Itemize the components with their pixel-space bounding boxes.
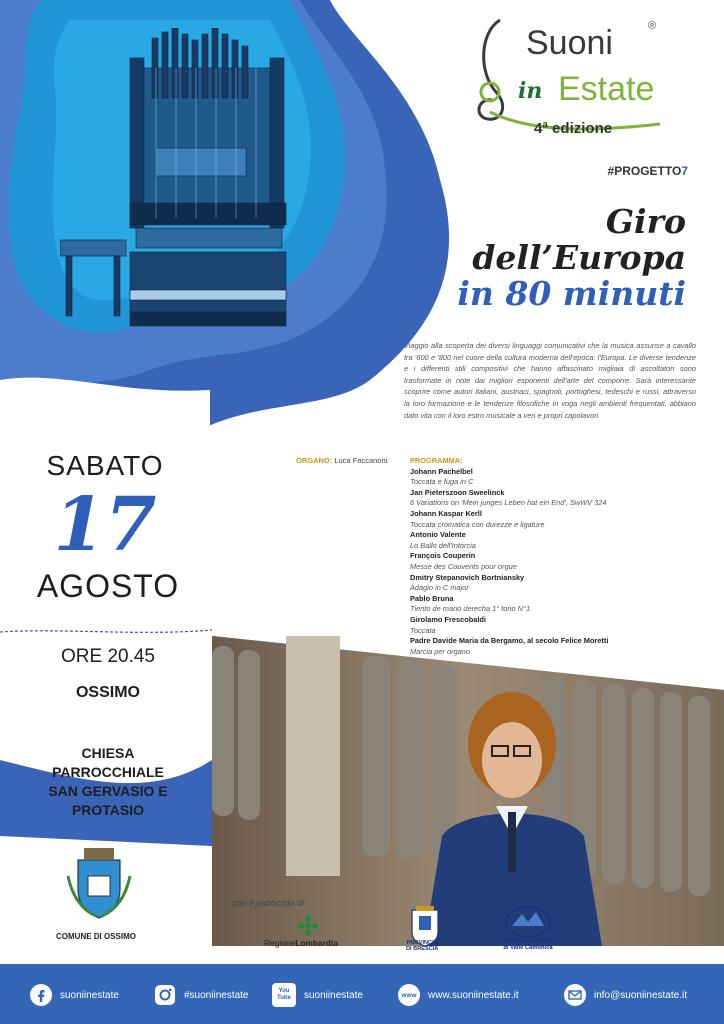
lombardia-word: Lombardia bbox=[295, 938, 339, 948]
footer-youtube[interactable] bbox=[272, 983, 363, 1007]
comunita-montana-label bbox=[494, 938, 562, 952]
intro-paragraph: Viaggio alla scoperta dei diversi linguaggi comunicativi che la musica assunse a cavallo tra '600 e '800 nel cuore della cultura moderna dell'epoca: l'Europa. Le diverse tendenze e i differenti stili compositivi che hanno affascinato migliaia di ascoltatori sono trasformate in note dai migliori esponenti dell'arte del comporre. Sarà interessante scoprire come autori italiani, austriaci, spagnoli, portoghesi, tedeschi e russi, attraverso la loro formazione e le tendenze filosofiche in voga negli ambienti frequentati, abbiano dato vita con il loro estro musicale a veri e propri capolavori bbox=[404, 341, 696, 420]
comune-crest-icon bbox=[64, 846, 134, 920]
program-composer: François Couperin bbox=[410, 551, 476, 561]
globe-icon: www bbox=[398, 984, 420, 1006]
mail-icon bbox=[564, 984, 586, 1006]
comunita-line: Comunità Montana bbox=[501, 938, 555, 944]
venue-line: PROTASIO bbox=[71, 802, 145, 818]
organist-credit bbox=[296, 456, 387, 465]
organ-label: ORGANO: bbox=[296, 456, 333, 465]
registered-mark: ® bbox=[648, 20, 657, 32]
hashtag-suffix: 7 bbox=[681, 164, 688, 178]
footer-instagram[interactable] bbox=[154, 983, 249, 1007]
program-work: 6 Variations on 'Mein junges Leben hat ein End', SwWV 324 bbox=[410, 498, 607, 508]
title-line-3: in 80 minuti bbox=[457, 274, 686, 313]
provincia-label bbox=[406, 940, 438, 953]
instagram-handle: #suoniinestate bbox=[184, 989, 249, 1001]
program-composer: Johann Kaspar Kerll bbox=[410, 508, 482, 518]
hashtag-prefix: #PROGETTO bbox=[607, 164, 682, 178]
footer-bar bbox=[0, 964, 724, 1024]
suoni-in-estate-logo bbox=[470, 12, 670, 142]
regione-lombardia-text bbox=[264, 938, 338, 948]
program-work: Toccata e fuga in C bbox=[410, 477, 474, 487]
event-time: ORE 20.45 bbox=[61, 646, 155, 667]
venue-line: CHIESA bbox=[81, 745, 135, 761]
hashtag bbox=[608, 164, 688, 178]
organist-name: Luca Faccanoni bbox=[334, 456, 388, 465]
program-composer: Johann Pachelbel bbox=[410, 466, 473, 476]
patronage-label: con il patrocinio di bbox=[232, 898, 305, 908]
youtube-icon: You Tube bbox=[272, 983, 296, 1007]
program-composer: Dmitry Stepanovich Bortniansky bbox=[410, 572, 525, 582]
comune-label: COMUNE DI OSSIMO bbox=[56, 932, 137, 941]
program-composer: Jan Pieterszoon Sweelinck bbox=[410, 487, 505, 497]
title-line-1: Giro bbox=[605, 202, 686, 241]
footer-email[interactable] bbox=[564, 983, 687, 1007]
regione-word: Regione bbox=[264, 938, 296, 948]
youtube-handle: suoniinestate bbox=[304, 989, 363, 1001]
title-line-2: dell’Europa bbox=[472, 238, 686, 277]
event-day: SABATO bbox=[46, 450, 164, 481]
organ-illustration bbox=[60, 28, 300, 333]
email-address: info@suoniinestate.it bbox=[594, 989, 687, 1001]
footer-website[interactable] bbox=[398, 983, 519, 1007]
event-town: OSSIMO bbox=[75, 684, 140, 701]
program-work: Tiento de mano derecha 1° tono N°1 bbox=[410, 604, 531, 614]
logo-word-in: in bbox=[518, 78, 543, 104]
program-composer: Padre Davide Maria da Bergamo, al secolo Felice Moretti bbox=[410, 636, 609, 646]
program-work: Lo Ballo dell'Intorcia bbox=[410, 540, 476, 550]
logo-word-suoni: Suoni bbox=[526, 24, 613, 62]
instagram-icon bbox=[154, 984, 176, 1006]
edition-label: 4ª edizione bbox=[534, 120, 613, 137]
program-work: Toccata cromatica con durezze e ligature bbox=[410, 519, 545, 529]
provincia-line: PROVINCIA bbox=[406, 940, 438, 946]
event-month: AGOSTO bbox=[36, 568, 180, 604]
comunita-line: di Valle Camonica bbox=[503, 945, 553, 951]
program-work: Messe des Couvents pour orgue bbox=[410, 561, 517, 571]
program-heading: PROGRAMMA: bbox=[410, 456, 463, 465]
facebook-icon bbox=[30, 984, 52, 1006]
facebook-handle: suoniinestate bbox=[60, 989, 119, 1001]
program-list bbox=[410, 456, 710, 657]
program-work: Toccata bbox=[410, 625, 436, 635]
venue-line: PARROCCHIALE bbox=[52, 764, 164, 780]
program-composer: Girolamo Frescobaldi bbox=[410, 614, 486, 624]
logo-word-estate: Estate bbox=[558, 70, 655, 108]
venue-line: SAN GERVASIO E bbox=[48, 783, 168, 799]
event-venue bbox=[20, 744, 196, 820]
provincia-line: DI BRESCIA bbox=[406, 946, 439, 953]
regione-lombardia-logo bbox=[262, 914, 354, 954]
footer-facebook[interactable] bbox=[30, 983, 119, 1007]
website-url: www.suoniinestate.it bbox=[428, 989, 519, 1001]
event-title bbox=[457, 204, 686, 312]
event-date-number: 17 bbox=[53, 482, 157, 568]
program-composer: Antonio Valente bbox=[410, 530, 466, 540]
program-work: Adagio in C major bbox=[410, 583, 469, 593]
program-composer: Pablo Bruna bbox=[410, 593, 454, 603]
program-work: Marcia per organo bbox=[410, 646, 470, 656]
